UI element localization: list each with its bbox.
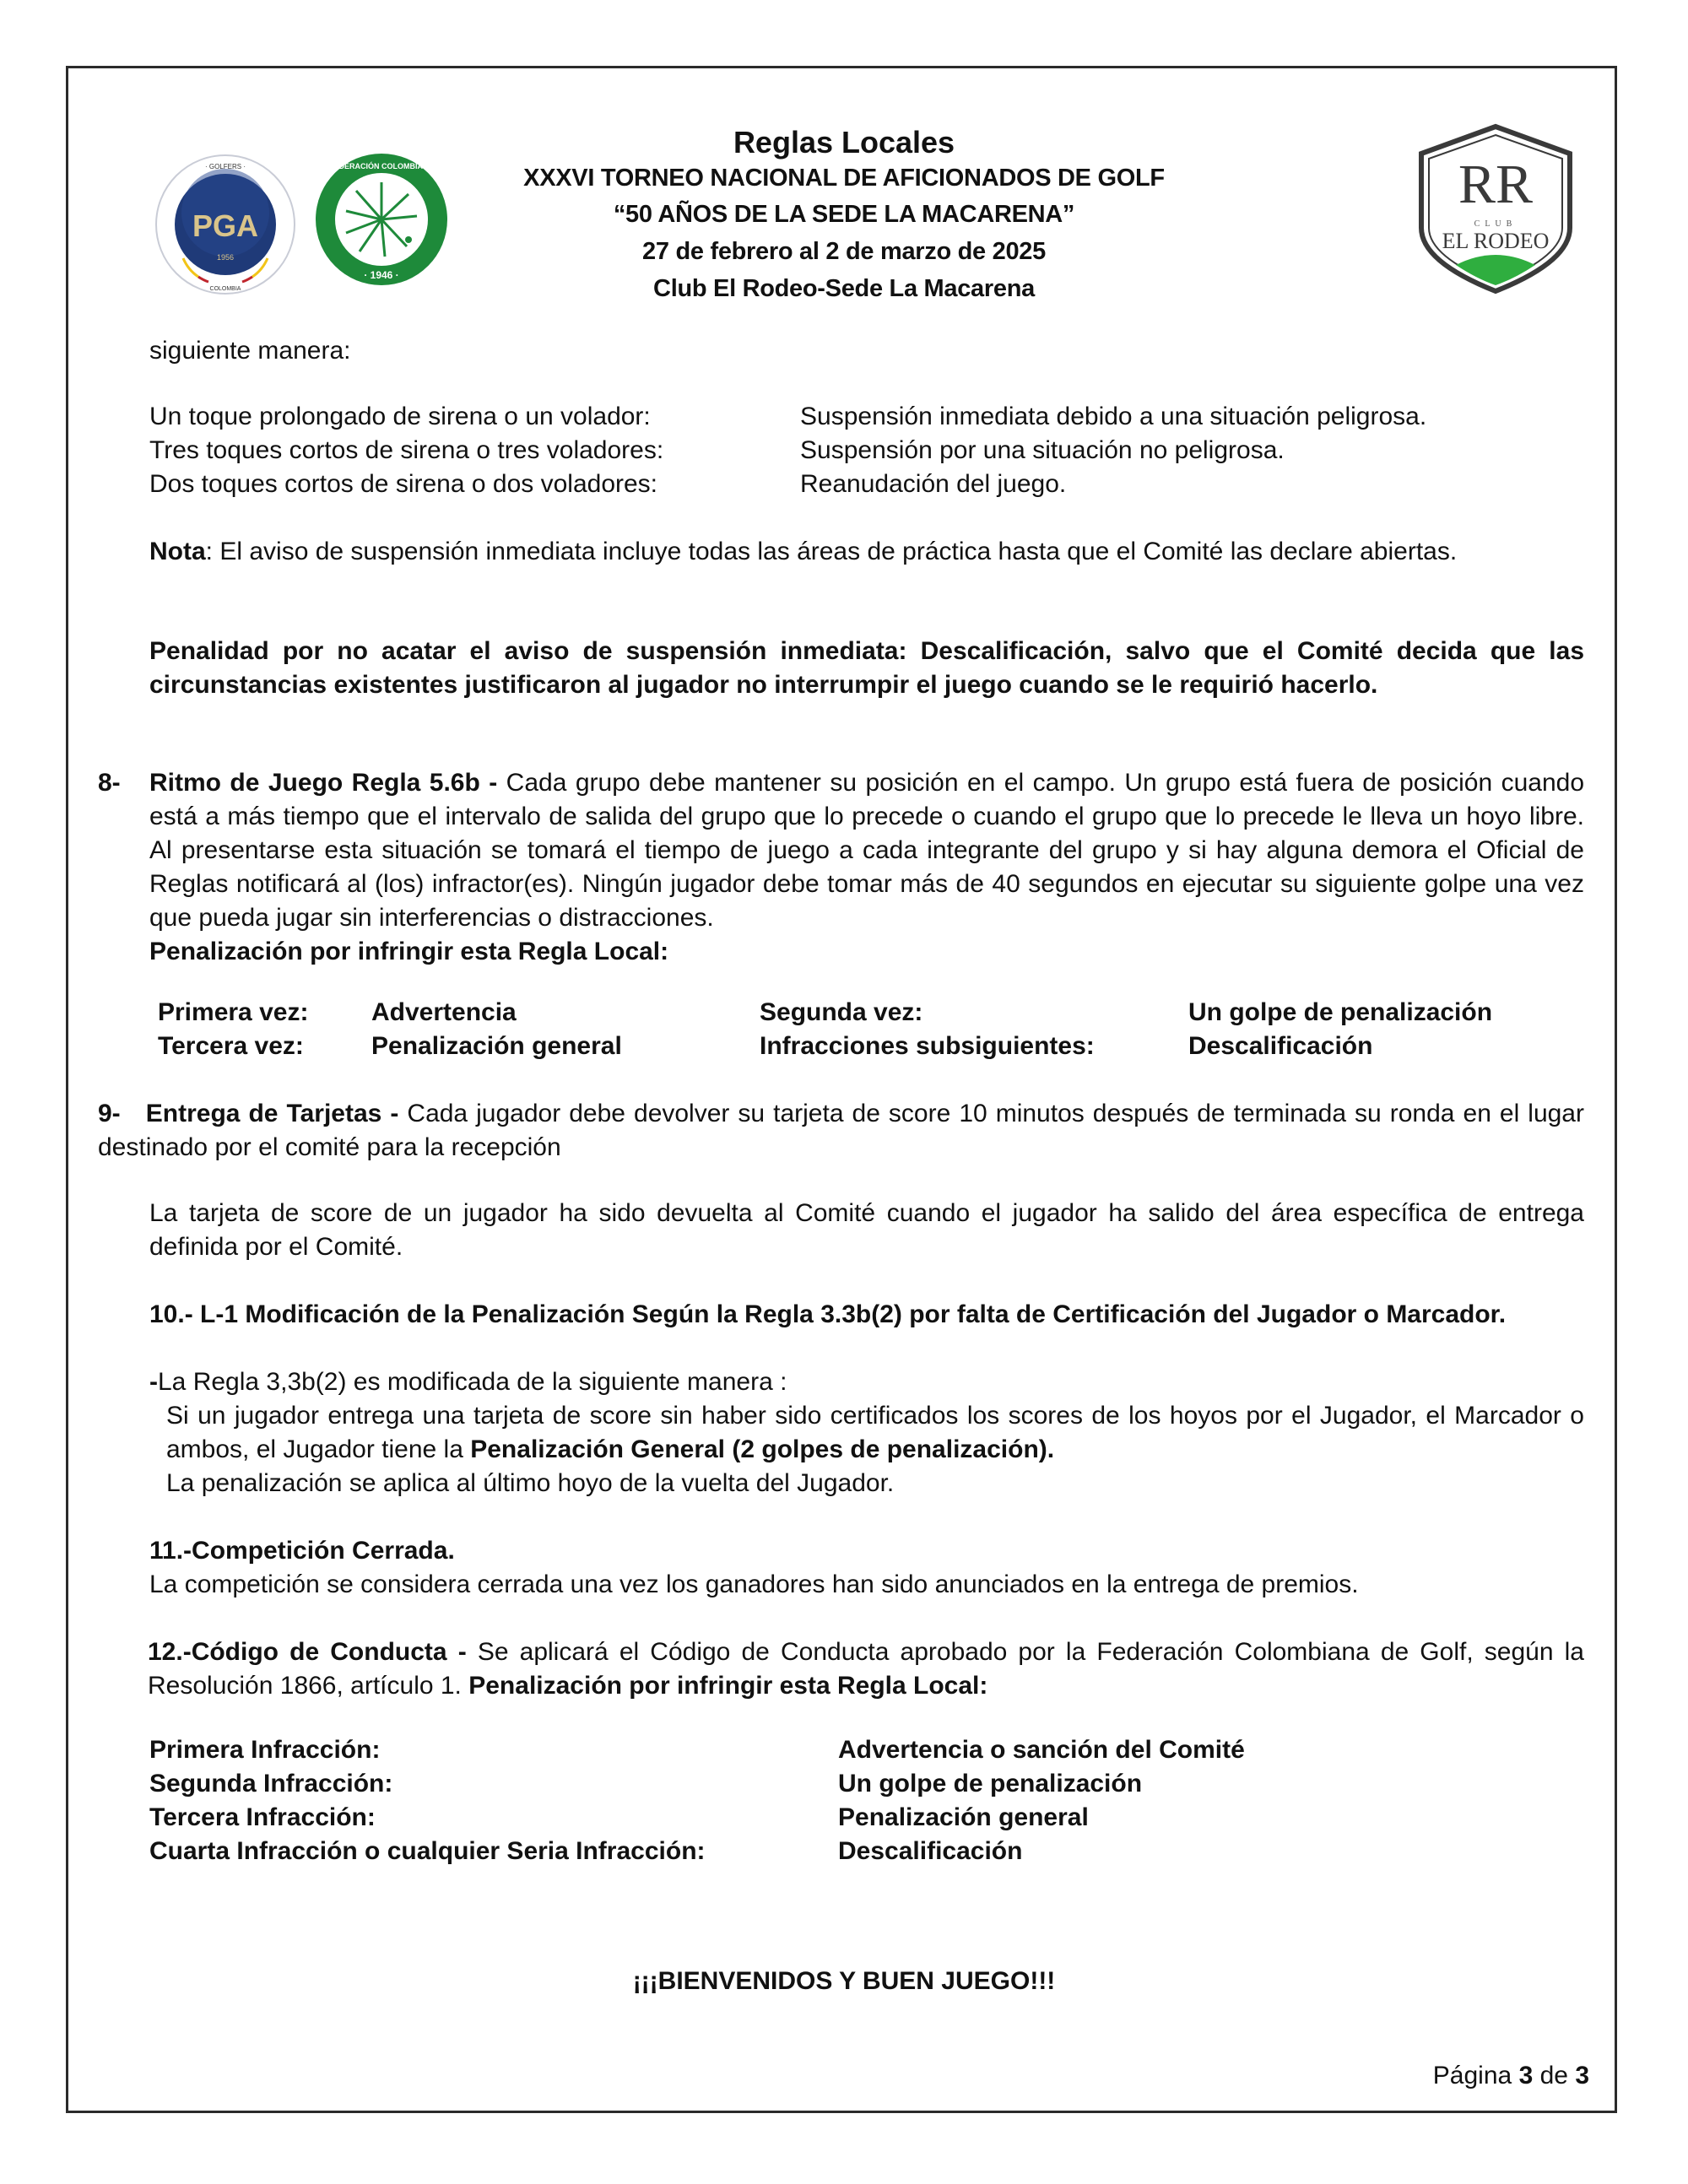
signal-meaning: Suspensión inmediata debido a una situación peligrosa.: [800, 403, 1427, 430]
section-11-title: 11.-Competición Cerrada.: [149, 1537, 455, 1565]
infraction-label: Primera Infracción:: [149, 1736, 381, 1764]
section-12-body: Se aplicará el Código de Conducta aprobado por la Federación Colombiana de Golf, según la Resolución 1866, artículo 1.: [148, 1638, 1584, 1700]
penalty-value: Un golpe de penalización: [1188, 998, 1493, 1026]
svg-text:FEDERACIÓN COLOMBIANA: FEDERACIÓN COLOMBIANA: [329, 162, 434, 170]
tournament-name: XXXVI TORNEO NACIONAL DE AFICIONADOS DE GOLF: [523, 165, 1165, 192]
document-title: Reglas Locales: [733, 125, 955, 159]
section-8-penalty-label: Penalización por infringir esta Regla Local:: [149, 938, 669, 965]
section-10-title: 10.- L-1 Modificación de la Penalización Según la Regla 3.3b(2) por falta de Certificación del Jugador o Marcador.: [149, 1300, 1507, 1328]
signal-meaning: Reanudación del juego.: [800, 470, 1067, 498]
current-page: 3: [1518, 2062, 1534, 2089]
infraction-value: Penalización general: [838, 1803, 1089, 1831]
tournament-venue: Club El Rodeo-Sede La Macarena: [653, 275, 1035, 302]
section-10-rule-text: [166, 1399, 1584, 1467]
svg-text:· 1946 ·: · 1946 ·: [364, 269, 399, 281]
section-12-title: 12.-Código de Conducta -: [148, 1638, 467, 1666]
section-10-penalty: Penalización General (2 golpes de penalización).: [470, 1435, 1055, 1463]
penalty-value: Advertencia: [371, 998, 517, 1026]
svg-text:COLOMBIA: COLOMBIA: [209, 286, 241, 292]
infraction-label: Cuarta Infracción o cualquier Seria Infracción:: [149, 1837, 706, 1865]
penalty-value: Descalificación: [1188, 1032, 1373, 1060]
svg-text:PGA: PGA: [192, 208, 259, 243]
signal-meaning: Suspensión por una situación no peligrosa.: [800, 436, 1285, 464]
note-paragraph: [149, 535, 1584, 569]
svg-text:· GOLFERS ·: · GOLFERS ·: [204, 163, 246, 170]
continuation-text: siguiente manera:: [149, 337, 351, 365]
section-10-line2: Si un jugador entrega una tarjeta de score sin haber sido certificados los scores de los hoyos por el Jugador, el Marcador o ambos, el Jugador tiene la: [166, 1402, 1584, 1463]
club-el-rodeo-logo-icon: [1405, 118, 1587, 300]
svg-text:1956: 1956: [216, 253, 235, 262]
section-12-penalty-label: Penalización por infringir esta Regla Local:: [468, 1672, 988, 1700]
section-9-number: 9-: [98, 1100, 121, 1127]
section-8-title: Ritmo de Juego Regla 5.6b -: [149, 769, 498, 797]
closing-message: ¡¡¡BIENVENIDOS Y BUEN JUEGO!!!: [632, 1967, 1056, 1995]
signal-label: Tres toques cortos de sirena o tres voladores:: [149, 436, 664, 464]
penalty-label: Infracciones subsiguientes:: [760, 1032, 1095, 1060]
infraction-label: Segunda Infracción:: [149, 1770, 393, 1797]
section-10-line1: La Regla 3,3b(2) es modificada de la siguiente manera :: [158, 1368, 787, 1396]
section-8-number: 8-: [98, 769, 121, 797]
infraction-label: Tercera Infracción:: [149, 1803, 376, 1831]
page-number: [1433, 2059, 1589, 2093]
section-11-body: La competición se considera cerrada una vez los ganadores han sido anunciados en la entrega de premios.: [149, 1570, 1359, 1598]
pga-colombia-logo-icon: [154, 154, 296, 295]
section-10-intro: [149, 1365, 1584, 1399]
tournament-dates: 27 de febrero al 2 de marzo de 2025: [642, 238, 1046, 265]
infraction-value: Un golpe de penalización: [838, 1770, 1143, 1797]
note-text: : El aviso de suspensión inmediata incluye todas las áreas de práctica hasta que el Comité las declare abiertas.: [205, 538, 1458, 565]
section-8-paragraph: [149, 766, 1584, 969]
anniversary-subtitle: “50 AÑOS DE LA SEDE LA MACARENA”: [613, 201, 1075, 228]
section-12-paragraph: [148, 1635, 1584, 1703]
penalty-label: Tercera vez:: [158, 1032, 304, 1060]
signal-label: Dos toques cortos de sirena o dos voladores:: [149, 470, 658, 498]
signal-label: Un toque prolongado de sirena o un volador:: [149, 403, 651, 430]
federacion-colombiana-golf-logo-icon: [314, 152, 449, 287]
svg-text:EL RODEO: EL RODEO: [1442, 229, 1550, 253]
section-9-paragraph: [98, 1097, 1584, 1165]
section-9-title: Entrega de Tarjetas -: [145, 1100, 399, 1127]
section-8-body: Cada grupo debe mantener su posición en el campo. Un grupo está fuera de posición cuando está a más tiempo que el intervalo de salida del grupo que lo precede o cuando el grupo que lo precede le lleva un hoyo libre. Al presentarse esta situación se tomará el tiempo de juego a cada integrante del grupo y si hay alguna demora el Oficial de Reglas notificará al (los) infractor(es). Ningún jugador debe tomar más de 40 segundos en ejecutar su siguiente golpe una vez que pueda jugar sin interferencias o distracciones.: [149, 769, 1585, 932]
page-word: Página: [1432, 2062, 1512, 2089]
infraction-value: Descalificación: [838, 1837, 1023, 1865]
of-word: de: [1539, 2062, 1568, 2089]
penalty-label: Primera vez:: [158, 998, 309, 1026]
section-9-scorecard-paragraph: La tarjeta de score de un jugador ha sido devuelta al Comité cuando el jugador ha salido del área específica de entrega definida por el Comité.: [149, 1199, 1584, 1261]
note-label: Nota: [149, 538, 206, 565]
penalty-label: Segunda vez:: [760, 998, 923, 1026]
section-10-dash: -: [149, 1368, 158, 1396]
section-9-body: Cada jugador debe devolver su tarjeta de score 10 minutos después de terminada su ronda en el lugar destinado por el comité para la recepción: [98, 1100, 1584, 1161]
total-pages: 3: [1575, 2062, 1589, 2089]
section-10-line3: La penalización se aplica al último hoyo de la vuelta del Jugador.: [166, 1469, 895, 1497]
svg-text:CLUB: CLUB: [1474, 219, 1518, 229]
infraction-value: Advertencia o sanción del Comité: [838, 1736, 1245, 1764]
svg-text:RR: RR: [1458, 154, 1534, 215]
suspension-penalty: Penalidad por no acatar el aviso de suspensión inmediata: Descalificación, salvo que el Comité decida que las circunstancias existentes justificaron al jugador no interrumpir el juego cuando se le requirió hacerlo.: [149, 637, 1584, 699]
penalty-value: Penalización general: [371, 1032, 622, 1060]
